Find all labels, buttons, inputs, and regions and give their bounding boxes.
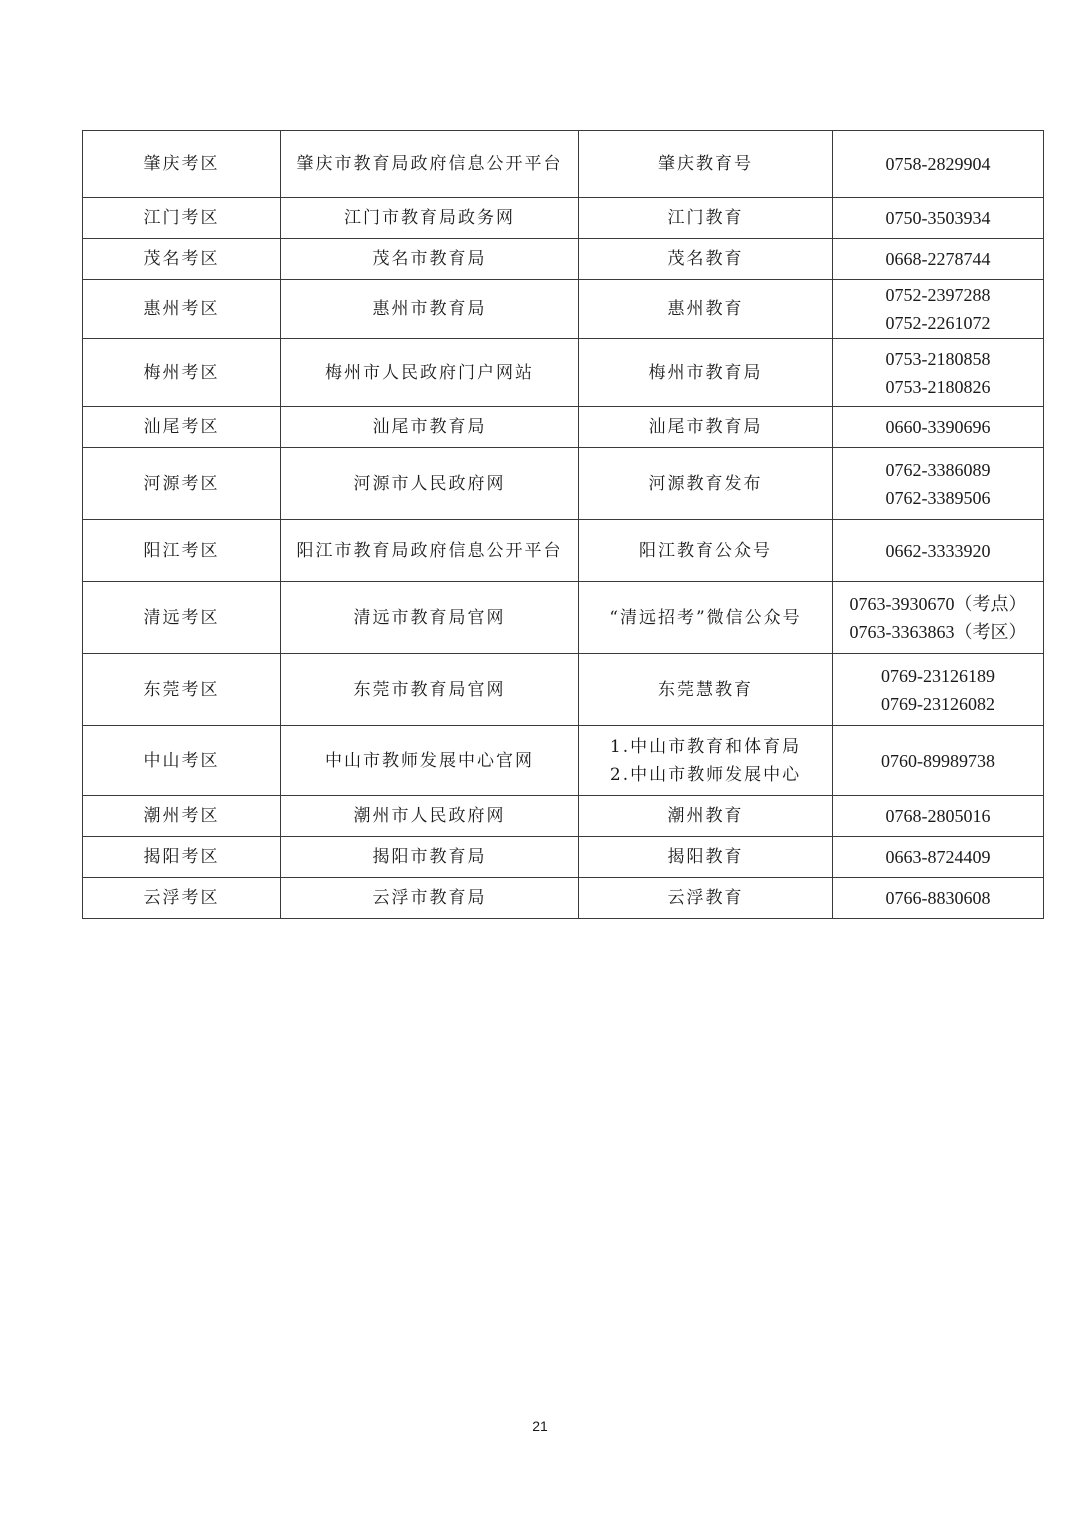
website-cell: 惠州市教育局 — [281, 280, 579, 339]
phone-cell — [833, 654, 1044, 726]
wechat-cell — [579, 726, 833, 796]
phone-line: 0766-8830608 — [885, 888, 991, 908]
phone-line: 0753-2180858 — [885, 348, 991, 369]
table-row — [83, 239, 1044, 280]
phone-line: 0758-2829904 — [885, 154, 991, 174]
wechat-cell — [579, 339, 833, 407]
phone-cell — [833, 131, 1044, 198]
wechat-cell — [579, 520, 833, 582]
phone-cell — [833, 796, 1044, 837]
table-row — [83, 726, 1044, 796]
wechat-line: “清远招考”微信公众号 — [609, 607, 802, 628]
table-row — [83, 339, 1044, 407]
region-cell: 茂名考区 — [83, 239, 281, 280]
website-cell: 河源市人民政府网 — [281, 448, 579, 520]
wechat-line: 东莞慧教育 — [658, 679, 753, 700]
phone-line: 0668-2278744 — [885, 249, 991, 269]
phone-cell — [833, 448, 1044, 520]
region-cell: 阳江考区 — [83, 520, 281, 582]
table-row — [83, 878, 1044, 919]
wechat-line: 揭阳教育 — [667, 847, 744, 867]
wechat-line: 1.中山市教育和体育局 — [609, 736, 802, 757]
wechat-line: 梅州市教育局 — [648, 362, 763, 383]
region-cell: 东莞考区 — [83, 654, 281, 726]
phone-line: 0769-23126082 — [881, 693, 995, 714]
table-body — [83, 131, 1044, 919]
table-row — [83, 796, 1044, 837]
wechat-cell — [579, 448, 833, 520]
region-cell: 潮州考区 — [83, 796, 281, 837]
phone-cell — [833, 239, 1044, 280]
phone-line: 0763-3930670（考点） — [849, 593, 1027, 614]
phone-line: 0753-2180826 — [885, 376, 991, 397]
website-cell: 阳江市教育局政府信息公开平台 — [281, 520, 579, 582]
phone-cell — [833, 878, 1044, 919]
phone-cell — [833, 520, 1044, 582]
website-cell: 汕尾市教育局 — [281, 407, 579, 448]
table-row — [83, 407, 1044, 448]
table-row — [83, 654, 1044, 726]
wechat-cell — [579, 878, 833, 919]
table-row — [83, 131, 1044, 198]
website-cell: 江门市教育局政务网 — [281, 198, 579, 239]
region-cell: 惠州考区 — [83, 280, 281, 339]
region-cell: 梅州考区 — [83, 339, 281, 407]
wechat-cell — [579, 796, 833, 837]
website-cell: 梅州市人民政府门户网站 — [281, 339, 579, 407]
website-cell: 肇庆市教育局政府信息公开平台 — [281, 131, 579, 198]
wechat-cell — [579, 198, 833, 239]
wechat-line: 云浮教育 — [667, 888, 744, 908]
phone-line: 0760-89989738 — [881, 750, 995, 771]
phone-cell — [833, 198, 1044, 239]
phone-cell — [833, 339, 1044, 407]
page-number: 21 — [532, 1418, 548, 1434]
wechat-cell — [579, 654, 833, 726]
phone-line: 0762-3389506 — [885, 487, 991, 508]
phone-line: 0663-8724409 — [885, 847, 991, 867]
table-row — [83, 837, 1044, 878]
phone-cell — [833, 837, 1044, 878]
exam-region-contact-table — [82, 130, 1044, 919]
wechat-cell — [579, 239, 833, 280]
table-row — [83, 582, 1044, 654]
region-cell: 肇庆考区 — [83, 131, 281, 198]
wechat-line: 阳江教育公众号 — [639, 540, 772, 561]
phone-line: 0752-2261072 — [885, 313, 991, 333]
website-cell: 中山市教师发展中心官网 — [281, 726, 579, 796]
table-row — [83, 520, 1044, 582]
region-cell: 清远考区 — [83, 582, 281, 654]
phone-line: 0763-3363863（考区） — [849, 621, 1027, 642]
wechat-line: 2.中山市教师发展中心 — [609, 764, 802, 785]
phone-line: 0769-23126189 — [881, 665, 995, 686]
region-cell: 江门考区 — [83, 198, 281, 239]
website-cell: 潮州市人民政府网 — [281, 796, 579, 837]
phone-line: 0662-3333920 — [885, 540, 991, 561]
wechat-cell — [579, 131, 833, 198]
region-cell: 云浮考区 — [83, 878, 281, 919]
website-cell: 东莞市教育局官网 — [281, 654, 579, 726]
website-cell: 茂名市教育局 — [281, 239, 579, 280]
table-row — [83, 280, 1044, 339]
wechat-cell — [579, 582, 833, 654]
phone-cell — [833, 582, 1044, 654]
wechat-line: 惠州教育 — [667, 299, 744, 319]
phone-line: 0762-3386089 — [885, 459, 991, 480]
wechat-cell — [579, 837, 833, 878]
region-cell: 中山考区 — [83, 726, 281, 796]
phone-cell — [833, 726, 1044, 796]
wechat-cell — [579, 280, 833, 339]
region-cell: 汕尾考区 — [83, 407, 281, 448]
region-cell: 揭阳考区 — [83, 837, 281, 878]
wechat-line: 河源教育发布 — [648, 473, 763, 494]
wechat-cell — [579, 407, 833, 448]
region-cell: 河源考区 — [83, 448, 281, 520]
table-row — [83, 198, 1044, 239]
phone-line: 0768-2805016 — [885, 806, 991, 826]
website-cell: 云浮市教育局 — [281, 878, 579, 919]
website-cell: 揭阳市教育局 — [281, 837, 579, 878]
phone-line: 0660-3390696 — [885, 417, 991, 437]
phone-line: 0750-3503934 — [885, 208, 991, 228]
wechat-line: 江门教育 — [667, 208, 744, 228]
table-row — [83, 448, 1044, 520]
phone-line: 0752-2397288 — [885, 285, 991, 305]
wechat-line: 潮州教育 — [667, 806, 744, 826]
wechat-line: 汕尾市教育局 — [648, 417, 763, 437]
wechat-line: 肇庆教育号 — [658, 154, 753, 174]
phone-cell — [833, 280, 1044, 339]
wechat-line: 茂名教育 — [667, 249, 744, 269]
phone-cell — [833, 407, 1044, 448]
website-cell: 清远市教育局官网 — [281, 582, 579, 654]
